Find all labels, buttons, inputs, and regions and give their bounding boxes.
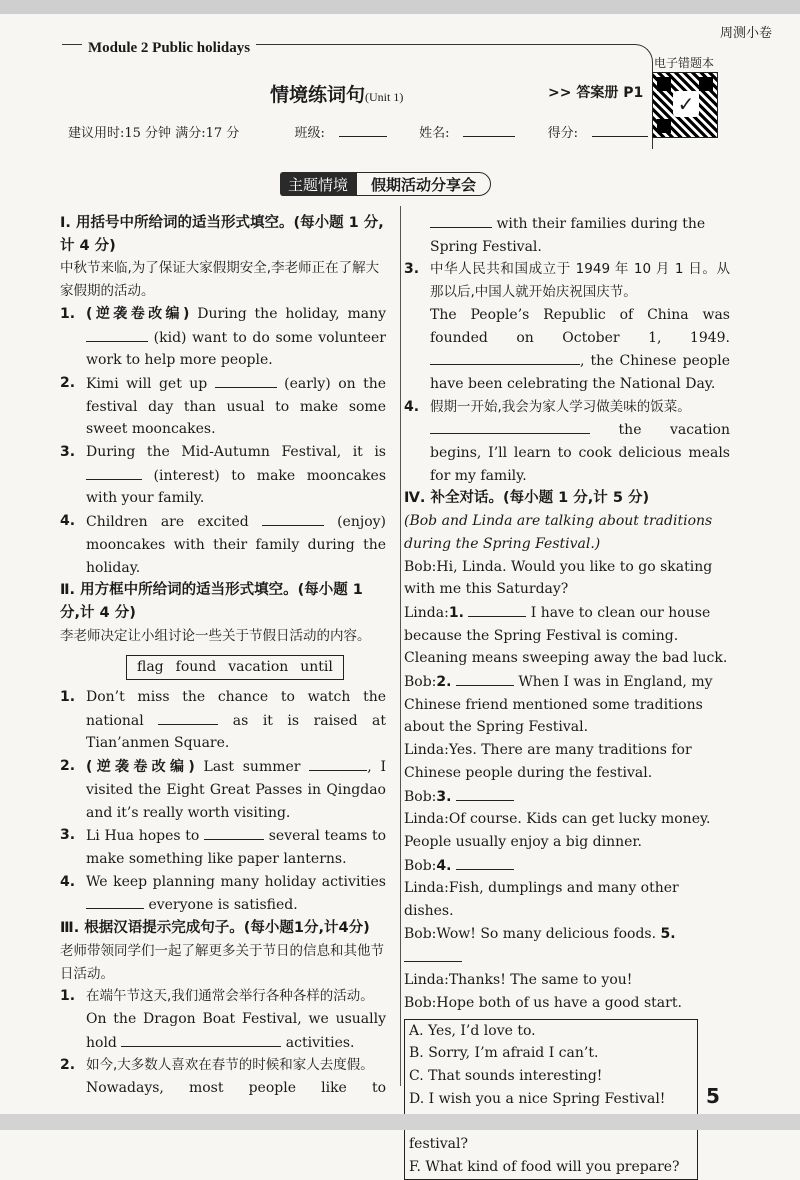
answer-blank[interactable] xyxy=(430,349,580,365)
dialogue-line xyxy=(404,785,730,809)
name-field[interactable] xyxy=(405,126,515,141)
column-divider xyxy=(400,206,401,1086)
question-text: Li Hua hopes to xyxy=(86,828,200,845)
answer-blank[interactable] xyxy=(309,755,367,771)
line-text: When I was in England, my Chinese friend mentioned some traditions about the Spring Festival. xyxy=(404,674,713,736)
class-field[interactable] xyxy=(281,126,387,141)
option-d[interactable]: D. I wish you a nice Spring Festival! xyxy=(409,1090,666,1107)
s3-question-4 xyxy=(404,396,730,488)
chinese-prompt: 假期一开始,我会为家人学习做美味的饭菜。 xyxy=(430,398,691,415)
question-text: with their families during the Spring Festival. xyxy=(430,216,706,255)
answer-blank[interactable] xyxy=(430,418,590,434)
section-4-heading: Ⅳ. 补全对话。(每小题 1 分,计 5 分) xyxy=(404,490,650,507)
question-text: Kimi will get up xyxy=(86,375,208,392)
option-f[interactable]: F. What kind of food will you prepare? xyxy=(409,1158,680,1175)
chinese-prompt: 在端午节这天,我们通常会举行各种各样的活动。 xyxy=(86,988,374,1005)
dialogue-line xyxy=(404,992,730,1015)
question-number: 2. xyxy=(60,758,76,775)
question-text: , I visited the Eight Great Passes in Qingdao and it’s really worth visiting. xyxy=(86,759,387,821)
chinese-prompt: 如今,大多数人喜欢在春节的时候和家人去度假。 xyxy=(86,1057,374,1074)
dialogue-line xyxy=(404,556,730,601)
speaker: Linda: xyxy=(404,811,449,828)
question-number: 4. xyxy=(60,513,76,530)
word-box xyxy=(126,655,344,680)
speaker: Bob: xyxy=(404,925,437,942)
answer-blank[interactable] xyxy=(456,785,514,801)
answer-blank[interactable] xyxy=(86,326,148,342)
score-label: 得分: xyxy=(547,126,578,141)
check-icon: ✓ xyxy=(673,91,699,117)
answer-blank[interactable] xyxy=(86,464,142,480)
word-option: flag xyxy=(137,659,164,676)
line-text: Hi, Linda. Would you like to go skating with me this Saturday? xyxy=(404,558,713,598)
score-field[interactable] xyxy=(534,126,648,141)
corner-tag: 周测小卷 xyxy=(719,26,772,41)
word-option: vacation xyxy=(228,659,289,676)
s1-question-2 xyxy=(60,372,386,441)
dialogue xyxy=(404,556,730,1015)
s2-question-1 xyxy=(60,686,386,755)
option-a[interactable]: A. Yes, I’d love to. xyxy=(409,1022,536,1039)
speaker: Linda: xyxy=(404,972,449,989)
question-text: everyone is satisfied. xyxy=(148,897,298,914)
s1-question-4 xyxy=(60,510,386,579)
question-text: We keep planning many holiday activities xyxy=(86,873,386,890)
question-text: Children are excited xyxy=(86,514,249,531)
question-text: the vacation begins, xyxy=(430,422,731,462)
name-label: 姓名: xyxy=(419,126,450,141)
section-2-heading: Ⅱ. 用方框中所给词的适当形式填空。(每小题 1 分,计 4 分) xyxy=(60,582,363,621)
section-1-heading: Ⅰ. 用括号中所给词的适当形式填空。(每小题 1 分,计 4 分) xyxy=(60,215,384,254)
question-number: 1. xyxy=(60,305,76,322)
page-number: 5 xyxy=(706,1084,720,1108)
s1-question-1 xyxy=(60,303,386,372)
unit-label: (Unit 1) xyxy=(365,90,404,104)
question-number: 3. xyxy=(60,827,76,844)
line-text: Yes. There are many traditions for Chinese people during the festival. xyxy=(404,742,692,781)
source-tag: (逆袭卷改编) xyxy=(86,759,195,776)
page-title xyxy=(270,80,403,107)
question-text: , the Chinese people have been celebrating the National Day. xyxy=(430,353,730,392)
answer-blank[interactable] xyxy=(430,212,492,228)
question-number: 4. xyxy=(60,873,76,890)
dialogue-line xyxy=(404,601,730,670)
chinese-prompt: 中华人民共和国成立于 1949 年 10 月 1 日。从那以后,中国人就开始庆祝国庆节。 xyxy=(430,261,730,301)
question-text: activities. xyxy=(285,1034,355,1051)
question-text: several teams to make something like paper lanterns. xyxy=(86,828,386,867)
theme-tag: 主题情境 xyxy=(280,172,356,196)
answer-blank[interactable] xyxy=(456,854,514,870)
answer-blank[interactable] xyxy=(158,709,218,725)
question-text: During the Mid-Autumn Festival, it is xyxy=(86,444,386,461)
blank-number: 5. xyxy=(660,925,676,942)
top-scan-band xyxy=(0,0,800,14)
s2-question-4 xyxy=(60,871,386,917)
answer-blank[interactable] xyxy=(204,824,264,840)
option-e[interactable]: festival? xyxy=(409,1136,468,1153)
theme-banner xyxy=(280,172,491,196)
qr-label: 电子错题本 xyxy=(654,56,715,70)
question-text: Nowadays, most people like to xyxy=(86,1080,386,1097)
title-text: 情境练词句 xyxy=(270,84,366,106)
answer-blank[interactable] xyxy=(121,1031,281,1047)
section-2-intro: 李老师决定让小组讨论一些关于节假日活动的内容。 xyxy=(60,627,371,644)
question-number: 4. xyxy=(404,398,420,415)
line-text: Thanks! The same to you! xyxy=(448,972,633,989)
section-3-heading: Ⅲ. 根据汉语提示完成句子。(每小题1分,计4分) xyxy=(60,920,370,937)
dialogue-line xyxy=(404,670,730,739)
question-number: 1. xyxy=(60,988,76,1005)
name-blank[interactable] xyxy=(463,124,515,137)
line-text: Hope both of us have a good start. xyxy=(436,994,682,1011)
answer-blank[interactable] xyxy=(404,946,462,962)
word-option: found xyxy=(175,659,217,676)
s2-question-2 xyxy=(60,755,386,824)
dialogue-line xyxy=(404,739,730,784)
score-blank[interactable] xyxy=(592,124,648,137)
question-text: Don’t miss the chance to watch the national xyxy=(86,689,386,729)
speaker: Bob: xyxy=(404,857,437,874)
question-text: During the holiday, many xyxy=(197,305,386,322)
question-text: I’ll learn to cook delicious meals for my family. xyxy=(430,445,730,484)
speaker: Bob: xyxy=(404,674,437,691)
answer-reference: >> 答案册 P1 xyxy=(548,85,644,101)
question-text: (enjoy) mooncakes with their family during the holiday. xyxy=(86,514,386,576)
line-text: Fish, dumplings and many other dishes. xyxy=(404,880,679,920)
blank-number: 1. xyxy=(448,604,464,621)
full-score: 满分:17 分 xyxy=(175,126,240,141)
source-tag: (逆袭卷改编) xyxy=(86,305,190,322)
left-column xyxy=(60,212,386,1123)
question-number: 1. xyxy=(60,689,76,706)
question-number: 2. xyxy=(60,1057,76,1074)
s1-question-3 xyxy=(60,441,386,510)
option-c[interactable]: C. That sounds interesting! xyxy=(409,1068,603,1085)
section-3-intro: 老师带领同学们一起了解更多关于节日的信息和其他节日活动。 xyxy=(60,942,384,982)
theme-name: 假期活动分享会 xyxy=(356,172,491,196)
speaker: Bob: xyxy=(404,788,437,805)
question-text: (interest) to make mooncakes with your family. xyxy=(86,467,387,507)
answer-blank[interactable] xyxy=(262,510,324,526)
question-text: The People’s Republic of China was founded on October 1, 1949. xyxy=(430,306,730,346)
dialogue-line xyxy=(404,854,730,878)
line-text: Wow! So many delicious foods. xyxy=(436,925,657,942)
qr-code-icon[interactable] xyxy=(652,72,718,138)
s3-question-1 xyxy=(60,985,386,1054)
word-option: until xyxy=(300,659,333,676)
line-text: I have to clean our house because the Spring Festival is coming. Cleaning means sweeping away the bad luck. xyxy=(404,604,728,667)
s3-question-3 xyxy=(404,258,730,395)
module-title: Module 2 Public holidays xyxy=(82,40,256,57)
dialogue-line xyxy=(404,808,730,853)
dialogue-line xyxy=(404,923,730,969)
time-hint: 建议用时:15 分钟 xyxy=(68,126,172,141)
speaker: Bob: xyxy=(404,558,437,575)
speaker: Bob: xyxy=(404,994,437,1011)
info-line xyxy=(68,122,648,141)
line-text: Of course. Kids can get lucky money. People usually enjoy a big dinner. xyxy=(404,811,711,850)
speaker: Linda: xyxy=(404,880,449,897)
right-column xyxy=(404,212,730,1180)
class-blank[interactable] xyxy=(339,124,387,137)
dialogue-line xyxy=(404,877,730,922)
speaker: Linda: xyxy=(404,604,449,621)
answer-blank[interactable] xyxy=(215,372,277,388)
question-text: as it is raised at Tian’anmen Square. xyxy=(86,712,387,752)
question-number: 2. xyxy=(60,374,76,391)
dialogue-scene: (Bob and Linda are talking about traditions during the Spring Festival.) xyxy=(404,513,713,552)
blank-number: 3. xyxy=(436,788,452,805)
speaker: Linda: xyxy=(404,742,449,759)
s3-question-2-continued xyxy=(404,212,730,258)
question-text: (early) on the festival day than usual to make some sweet mooncakes. xyxy=(86,375,386,438)
option-b[interactable]: B. Sorry, I’m afraid I can’t. xyxy=(409,1045,599,1062)
question-number: 3. xyxy=(404,261,420,278)
answer-blank[interactable] xyxy=(456,670,514,686)
question-text: Last summer xyxy=(203,759,301,776)
blank-number: 4. xyxy=(436,857,452,874)
blank-number: 2. xyxy=(436,674,452,691)
question-text: (kid) want to do some volunteer work to help more people. xyxy=(86,329,386,369)
s2-question-3 xyxy=(60,824,386,870)
question-text: On the Dragon Boat Festival, we usually hold xyxy=(86,1010,386,1051)
answer-blank[interactable] xyxy=(468,601,526,617)
options-box xyxy=(404,1019,698,1180)
answer-blank[interactable] xyxy=(86,893,144,909)
dialogue-line xyxy=(404,969,730,992)
question-number: 3. xyxy=(60,444,76,461)
section-1-intro: 中秋节来临,为了保证大家假期安全,李老师正在了解大家假期的活动。 xyxy=(60,260,380,300)
bottom-scan-band xyxy=(0,1114,800,1130)
class-label: 班级: xyxy=(294,126,325,141)
